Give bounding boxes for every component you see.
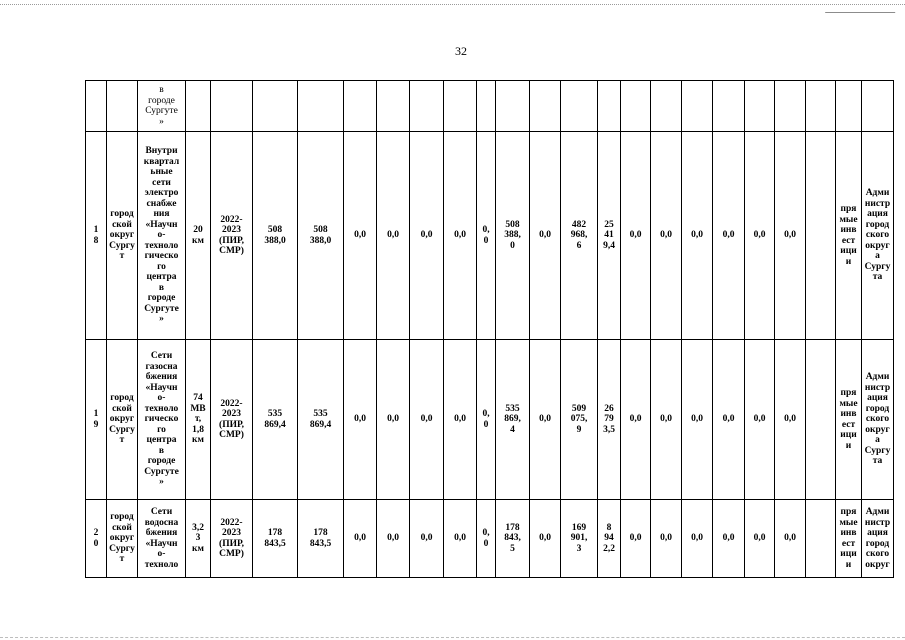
cell-text: 0,0 [629,533,642,544]
table-cell [107,81,138,132]
cell-text: 508 388,0 [309,225,332,246]
cell-text: 0,0 [454,414,466,425]
table-cell [211,81,253,132]
cell-text: 0,0 [387,414,399,425]
table-cell [806,340,836,500]
table-cell [186,132,211,340]
table-cell [561,340,598,500]
cell-text: 0,0 [660,414,672,425]
cell-text: 0,0 [539,230,551,241]
cell-text: 2022- 2023 (ПИР, СМР) [219,214,244,256]
cell-text: город ской округ Сургу т [109,393,135,446]
table-cell [806,132,836,340]
cell-text: 0,0 [454,533,466,544]
cell-text: Адми нистр ация город ского округ а Сургу та [864,372,891,467]
table-cell [713,81,745,132]
table-cell [745,340,775,500]
cell-text: Сети водосна бжения «Научн о- техноло [144,507,179,570]
table-cell [253,81,298,132]
scan-edge-top [0,4,905,11]
cell-text: 3,2 3 км [192,522,204,554]
table-cell [651,500,682,578]
table-cell [444,132,477,340]
cell-text: 0, 0 [482,225,490,246]
table-cell [410,81,444,132]
cell-text: город ской округ Сургу т [109,209,135,262]
table-cell [598,500,621,578]
cell-text: 0,0 [354,230,366,241]
table-cell [298,132,344,340]
cell-text: 25 41 9,4 [603,219,615,251]
table-cell [410,132,444,340]
table-cell [530,340,561,500]
table-cell [775,500,806,578]
table-cell [186,340,211,500]
table-cell [651,340,682,500]
table-cell [530,500,561,578]
table-cell [86,500,107,578]
table-cell [344,132,377,340]
cell-text: 0,0 [354,533,366,544]
cell-text: 535 869, 4 [504,403,521,435]
table-cell [377,132,410,340]
cell-text: 169 901, 3 [570,522,588,554]
table-cell [713,340,745,500]
table-cell [186,81,211,132]
table-cell [377,500,410,578]
investment-table [85,80,894,578]
cell-text: 535 869,4 [309,409,332,430]
table-cell [477,500,496,578]
table-cell [298,340,344,500]
cell-text: 0,0 [660,533,672,544]
cell-text: 482 968, 6 [570,219,588,251]
table-cell [253,500,298,578]
page-number: 32 [455,44,467,58]
table-cell [621,340,651,500]
table-cell [862,81,894,132]
table-cell [775,132,806,340]
table-cell [496,340,530,500]
cell-text: 0,0 [454,230,466,241]
cell-text: 0,0 [420,533,433,544]
table-cell [444,500,477,578]
table-cell [344,81,377,132]
cell-text: 74 МВ т, 1,8 км [190,393,206,446]
table-cell [410,340,444,500]
cell-text: 0,0 [629,414,642,425]
table-cell [138,340,186,500]
table-cell [713,132,745,340]
table-cell [477,340,496,500]
table-row [86,132,894,340]
table-cell [745,500,775,578]
cell-text: 508 388, 0 [504,219,521,251]
table-cell [496,132,530,340]
cell-text: в городе Сургуте » [145,85,178,127]
table-cell [651,132,682,340]
table-cell [862,500,894,578]
cell-text: 2022- 2023 (ПИР, СМР) [219,398,244,440]
table-cell [477,132,496,340]
cell-text: 0,0 [387,230,399,241]
cell-text: 0,0 [753,533,766,544]
table-cell [211,132,253,340]
table-cell [211,500,253,578]
cell-text: 0,0 [784,414,796,425]
cell-text: 0,0 [354,414,366,425]
table-cell [496,500,530,578]
table-cell [298,500,344,578]
cell-text: 0,0 [691,533,703,544]
table-cell [713,500,745,578]
table-cell [410,500,444,578]
scan-edge-bottom [0,633,905,638]
table-cell [745,132,775,340]
table-cell [598,340,621,500]
cell-text: 2 0 [93,528,99,549]
table-cell [377,340,410,500]
cell-text: 178 843,5 [264,528,286,549]
table-cell [682,81,713,132]
table-cell [682,500,713,578]
table-cell [138,81,186,132]
table-cell [598,132,621,340]
table-cell [344,500,377,578]
table-cell [561,500,598,578]
table-cell [682,340,713,500]
cell-text: 2022- 2023 (ПИР, СМР) [219,517,244,559]
table-cell [745,81,775,132]
cell-text: пря мые инв ест ици и [839,507,858,570]
cell-text: 26 79 3,5 [603,403,615,435]
cell-text: пря мые инв ест ици и [839,388,858,451]
table-cell [836,500,862,578]
cell-text: 0,0 [722,230,735,241]
table-row [86,81,894,132]
cell-text: 1 9 [93,409,99,430]
cell-text: город ской округ Сургу т [109,512,135,565]
cell-text: 0,0 [387,533,399,544]
table-cell [682,132,713,340]
cell-text: пря мые инв ест ици и [839,204,858,267]
cell-text: 0,0 [420,414,433,425]
table-cell [836,340,862,500]
cell-text: 508 388,0 [264,225,286,246]
table-cell [86,340,107,500]
cell-text: 509 075, 9 [570,403,588,435]
cell-text: 20 км [192,225,204,246]
cell-text: 0, 0 [482,528,490,549]
cell-text: 0,0 [784,533,796,544]
cell-text: 0,0 [420,230,433,241]
table-cell [621,132,651,340]
table-cell [530,132,561,340]
table-row [86,340,894,500]
cell-text: 0,0 [629,230,642,241]
cell-text: 0,0 [753,230,766,241]
cell-text: 0,0 [722,414,735,425]
table-cell [651,81,682,132]
cell-text: Адми нистр ация город ского округ а Сургу та [864,188,891,283]
table-cell [107,500,138,578]
cell-text: 0,0 [539,414,551,425]
table-cell [444,81,477,132]
cell-text: 0, 0 [482,409,490,430]
table-cell [253,340,298,500]
table-cell [806,81,836,132]
table-cell [530,81,561,132]
table-cell [444,340,477,500]
table-cell [862,340,894,500]
table-cell [561,132,598,340]
table-cell [621,81,651,132]
cell-text: 178 843, 5 [504,522,521,554]
cell-text: 0,0 [722,533,735,544]
cell-text: 1 8 [93,225,99,246]
cell-text: Сети газосна бжения «Научн о- техноло гическо го центра в городе Сургуте » [144,351,179,488]
cell-text: 178 843,5 [309,528,332,549]
cell-text: Адми нистр ация город ского округ [864,507,891,570]
table-cell [836,132,862,340]
table-cell [862,132,894,340]
table-row [86,500,894,578]
table-cell [621,500,651,578]
cell-text: 0,0 [753,414,766,425]
table-cell [107,132,138,340]
cell-text: 0,0 [539,533,551,544]
table-cell [86,132,107,340]
scan-mark-top-right [825,2,899,13]
table-cell [496,81,530,132]
table-cell [344,340,377,500]
table-cell [836,81,862,132]
table-cell [211,340,253,500]
table-cell [253,132,298,340]
table-cell [107,340,138,500]
table-cell [561,81,598,132]
cell-text: 0,0 [784,230,796,241]
table-cell [186,500,211,578]
table-cell [298,81,344,132]
table-cell [775,340,806,500]
cell-text: 0,0 [660,230,672,241]
cell-text: 8 94 2,2 [603,522,615,554]
table-cell [138,132,186,340]
table-cell [775,81,806,132]
table-cell [138,500,186,578]
cell-text: 0,0 [691,230,703,241]
cell-text: 0,0 [691,414,703,425]
table-cell [806,500,836,578]
cell-text: 535 869,4 [264,409,286,430]
cell-text: Внутри квартал ьные сети электро снабже ния «Научн о- техноло гическо го центра в городе Сургуте » [143,146,180,325]
table-cell [477,81,496,132]
table-cell [86,81,107,132]
table-cell [598,81,621,132]
table-cell [377,81,410,132]
